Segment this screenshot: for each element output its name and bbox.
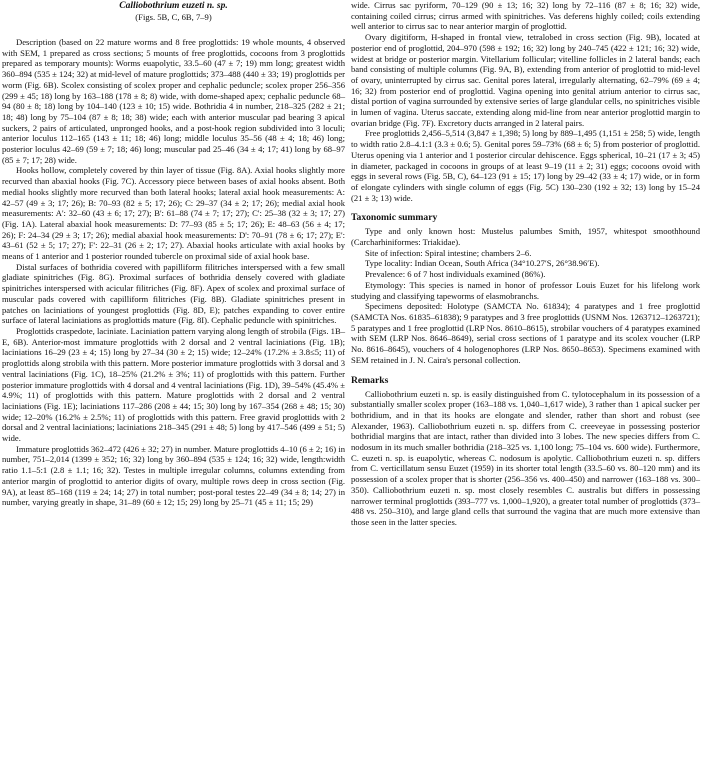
right-column <box>351 0 700 528</box>
hooks-paragraph: Hooks hollow, completely covered by thin layer of tissue (Fig. 8A). Axial hooks slightly more recurved than abaxial hooks (Fig. 7C). Accessory piece between bases of axial hooks absent. Both medial hooks slightly more recurved than both lateral hooks; lateral axial hook measurements: A: 42–57 (49 ± 3; 17; 26); B: 70–93 (82 ± 5; 17; 26); C: 29–37 (34 ± 2; 17; 26); medial axial hook measurements: A': 32–60 (43 ± 6; 17; 27); B': 61–88 (74 ± 7; 17; 27); C': 25–38 (32 ± 3; 17; 27) (Fig. 1A). Lateral abaxial hook measurements: D: 77–93 (85 ± 5; 17; 26); E: 48–63 (56 ± 4; 17; 26); F: 24–34 (29 ± 3; 17; 26); medial abaxial hook measurements: D': 70–91 (78 ± 6; 17; 27); E': 43–61 (52 ± 5; 17; 27); F': 22–31 (26 ± 2; 17; 27). Abaxial hooks articulate with axial hooks by means of 1 anterior and 1 posterior rounded tubercle on proximal side of axial hook base. <box>2 165 345 262</box>
remarks-heading: Remarks <box>351 374 389 386</box>
proglottids-paragraph: Proglottids craspedote, laciniate. Laciniation pattern varying along length of strobila (Figs. 1B–E, 6B). Anterior-most immature proglottids with 2 dorsal and 2 ventral laciniations (Fig. 1B); laciniations 16–29 (23 ± 4; 15) long by 27–34 (30 ± 2; 15) wide; 12–24% (17.2% ± 3.8≤5; 11) of proglottids along strobila with this pattern. More posterior immature proglottids with 3 dorsal and 3 ventral laciniations (Fig. 1C), 18–25% (21.2% ± 3%; 11) of proglottids with this pattern. Further posterior immature proglottids with 4 dorsal and 4 ventral laciniations (Fig. 1D), 39–54% (45.4% ± 4.9%; 11) of proglottids with this pattern. Mature proglottids with 2 dorsal and 2 ventral laciniations (Fig. 1E); laciniations 117–286 (208 ± 44; 15; 30) long by 167–354 (268 ± 48; 15; 30) wide; 12–20% (16.2% ± 2.5%; 11) of proglottids with this pattern. Free gravid proglottids with 2 dorsal and 2 ventral laciniations; laciniations 218–345 (291 ± 48; 5) long by 417–546 (499 ± 51; 5) wide. <box>2 325 345 444</box>
continued-paragraph: wide. Cirrus sac pyriform, 70–129 (90 ± 13; 16; 32) long by 72–116 (87 ± 8; 16; 32) wide, containing coiled cirrus; cirrus armed with spinitriches. Vas deferens highly coiled; coils extending well anterior to cirrus sac to near anterior margin of proglottid. <box>351 0 700 32</box>
site-of-infection: Site of infection: Spiral intestine; chambers 2–6. <box>365 247 532 258</box>
surfaces-paragraph: Distal surfaces of bothridia covered with papilliform filitriches interspersed with a few small gladiate spinitriches (Fig. 8G). Proximal surfaces of bothridia densely covered with gladiate spinitriches interspersed with acicular filitriches (Fig. 8F). Apex of scolex and proximal surface of muscular pads covered with capilliform filitriches (Fig. 8B). Gladiate spinitriches present in patches on laciniations of youngest proglottids (Fig. 8D, E); patches expanding to cover entire surface of lateral laciniations as proglottids mature (Fig. 8I). Cephalic peduncle with spinitriches. <box>2 261 345 326</box>
prevalence: Prevalence: 6 of 7 host individuals examined (86%). <box>365 269 546 280</box>
etymology: Etymology: This species is named in honor of professor Louis Euzet for his lifelong work studying and classifying tapeworms of elasmobranchs. <box>351 279 700 301</box>
free-proglottids-paragraph: Free proglottids 2,456–5,514 (3,847 ± 1,398; 5) long by 889–1,495 (1,151 ± 258; 5) wide, length to width ratio 2.8–4.1:1 (3.3 ± 0.6; 5). Genital pores 59–73% (68 ± 6; 5) from posterior of proglottid. Uterus opening via 1 anterior and 1 posterior circular dehiscence. Eggs spherical, 10–21 (17 ± 3; 45) in diameter, packaged in cocoons in groups of at least 9–19 (11 ± 2; 31) eggs; cocoons ovoid with eggs in several rows (Fig. 5B, C), 64–123 (91 ± 15; 17) long by 29–42 (33 ± 4; 17) wide, or in form of elongate cylinders with single column of eggs (Fig. 5C) 130–230 (192 ± 32; 13) long by 15–24 (21 ± 3; 13) wide. <box>351 128 700 203</box>
ovary-paragraph: Ovary digitiform, H-shaped in frontal view, tetralobed in cross section (Fig. 9B), located at posterior end of proglottid, 204–970 (598 ± 192; 16; 32) long by 240–745 (422 ± 121; 16; 32) wide, widest at bridge or posterior margin. Vitellarium follicular; vitelline follicles in 2 lateral bands; each band consisting of multiple columns (Fig. 9A, B), extending from anterior of proglottid to mid-level of ovary, uninterrupted by cirrus sac. Genital pores lateral, irregularly alternating, 62–79% (69 ± 4; 16; 32) from posterior end of proglottid. Vagina opening into genital atrium anterior to cirrus sac, distal portion of vagina surrounded by extensive series of large glandular cells, no spinitriches visible in lumen of vagina. Uterus saccate, extending along mid-line from near anterior proglottid margin to ovarian bridge (Fig. 7F). Excretory ducts arranged in 2 lateral pairs. <box>351 32 700 128</box>
left-column <box>2 0 345 508</box>
taxonomic-summary-heading: Taxonomic summary <box>351 212 438 224</box>
specimens-deposited: Specimens deposited: Holotype (SAMCTA No. 61834); 4 paratypes and 1 free proglottid (SAMCTA Nos. 61835–61838); 9 paratypes and 3 free proglottids (USNM Nos. 1263712–1263721); 5 paratypes and 1 free proglottid (LRP Nos. 8610–8615), strobilar vouchers of 4 paratypes examined with SEM (LRP Nos. 8646–8649), serial cross sections of 1 paratype and its scolex voucher (LRP No. 8616–8645), vouchers of 4 hologenophores (LRP Nos. 8650–8653). Specimens examined with SEM retained in J. N. Caira's personal collection. <box>351 301 700 365</box>
immature-proglottids-paragraph: Immature proglottids 362–472 (426 ± 32; 27) in number. Mature proglottids 4–10 (6 ± 2; 16) in number, 751–2,014 (1399 ± 352; 16; 32) long by 360–894 (535 ± 124; 16; 32) wide, length:width ratio 1.1–5:1 (2.8 ± 1.1; 16; 32). Testes in multiple irregular columns, columns extending from anterior margin of proglottid to anterior digits of ovary, multiple rows deep in cross section (Fig. 9A), at least 85–168 (119 ± 24; 14; 27) in total number; post-poral testes 22–49 (34 ± 8; 14; 27) in number, varying greatly in shape, 31–89 (60 ± 12; 15; 29) long by 25–71 (45 ± 11; 15; 29) <box>2 443 345 508</box>
remarks-paragraph: Calliobothrium euzeti n. sp. is easily distinguished from C. tylotocephalum in its possession of a substantially smaller scolex proper (163–188 vs. 1,040–1,617 wide), 3 rather than 1 apical sucker per bothridium, and in that its hooks are elongate and slender, rather than short and robust (see Alexander, 1963). Calliobothrium euzeti n. sp. differs from C. creeveyae in possessing posterior bothridial margins that are intact, rather than divided into 3 lobes. The new species differs from C. nodosum in its much smaller bothridia (218–325 vs. 1,100 long; 75–104 vs. 600 wide). Furthermore, C. euzeti n. sp. is euapolytic, whereas C. nodosum is apolytic. Calliobothrium euzeti n. sp. differs from C. verticillatum sensu Euzet (1959) in its shorter total length (33.5–60 vs. 80–120 mm) and its possession of a scolex proper that is shorter (256–356 vs. 400–450) and narrower (163–188 vs. 300–350). Calliobothrium euzeti n. sp. most closely resembles C. australis but differs in possessing narrower terminal proglottids (393–777 vs. 1,000–1,920), a greater total number of proglottids (373–488 vs. 250–310), and large gland cells that surround the vagina that are much more extensive than those seen in the latter species. <box>351 388 700 527</box>
type-host: Type and only known host: Mustelus palumbes Smith, 1957, whitespot smoothhound (Carcharhiniformes: Triakidae). <box>351 226 700 248</box>
figure-reference: (Figs. 5B, C, 6B, 7–9) <box>135 12 212 22</box>
species-title: Calliobothrium euzeti n. sp. <box>119 1 228 11</box>
description-paragraph: Description (based on 22 mature worms and 8 free proglottids: 19 whole mounts, 4 observed with SEM, 1 prepared as cross sections; 5 mounts of free proglottids, cocoons from 3 proglottids prepared as temporary mounts): Worms euapolytic, 33.5–60 (47 ± 7; 19) mm long; greatest width 360–894 (535 ± 124; 32) at mid-level of mature proglottids; 373–488 (440 ± 33; 19) proglottids per worm (Fig. 6B). Scolex consisting of scolex proper and cephalic peduncle; scolex proper 256–356 (299 ± 45; 18) long by 163–188 (178 ± 8; 8) wide, with dome-shaped apex; cephalic peduncle 68–94 (80 ± 8; 18) long by 104–140 (123 ± 10; 15) wide. Bothridia 4 in number, 218–325 (282 ± 21; 18; 48) long by 75–104 (87 ± 8; 18; 38) wide; each with anterior muscular pad bearing 3 apical suckers, 2 pairs of articulated, unpronged hooks, and a post-hook region subdivided into 3 loculi; anterior loculus 112–165 (143 ± 11; 18; 46) long; middle loculus 35–56 (48 ± 4; 18; 46) long; posterior loculus 42–69 (59 ± 7; 18; 46) long; muscular pad 25–46 (34 ± 4; 17; 41) long by 68–97 (85 ± 7; 17; 28) wide. <box>2 37 345 165</box>
type-locality: Type locality: Indian Ocean, South Africa (34°10.27′S, 26°38.96′E). <box>365 258 600 269</box>
